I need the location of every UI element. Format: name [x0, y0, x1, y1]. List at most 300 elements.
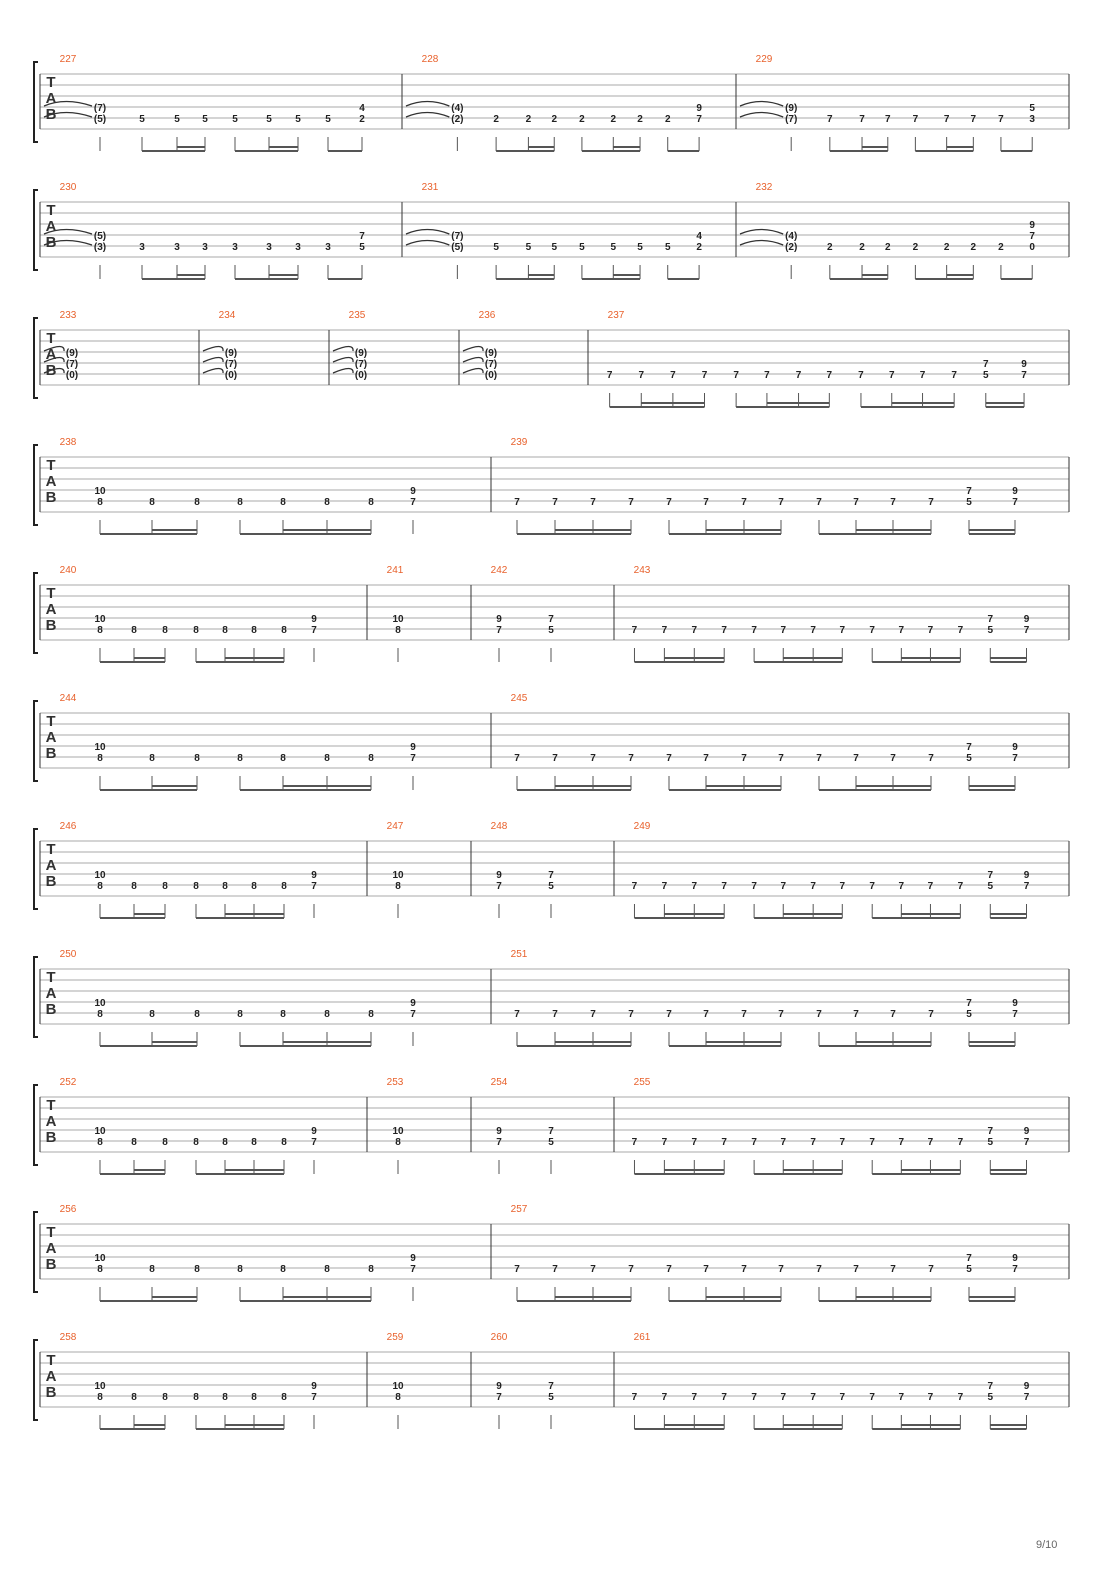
- fret-number: 8: [97, 753, 103, 764]
- fret-number: 9: [410, 998, 416, 1009]
- fret-number: 9: [496, 1381, 502, 1392]
- measure: [387, 565, 404, 662]
- fret-number: 7: [810, 1137, 816, 1148]
- tab-clef-letter: T: [46, 74, 56, 91]
- fret-number: 8: [193, 1392, 199, 1403]
- measure-number: 234: [218, 310, 236, 321]
- fret-number: 7: [631, 881, 638, 892]
- fret-number: 7: [987, 1381, 994, 1392]
- measure-number: 237: [607, 310, 625, 321]
- fret-number: 7: [816, 753, 822, 764]
- fret-number: 2: [912, 242, 919, 253]
- fret-number: 7: [890, 1009, 896, 1020]
- measure: [44, 54, 365, 151]
- fret-number: 7: [869, 881, 875, 892]
- fret-number: 7: [628, 1009, 634, 1020]
- fret-number: 7: [869, 1137, 875, 1148]
- measure-number: 228: [421, 54, 439, 65]
- fret-number: 9: [410, 742, 416, 753]
- fret-number: 3: [202, 242, 208, 253]
- fret-number: (0): [484, 370, 498, 381]
- measure: [511, 437, 1019, 534]
- fret-number: 9: [1023, 614, 1030, 625]
- fret-number: 7: [816, 1009, 822, 1020]
- fret-number: 9: [410, 486, 416, 497]
- fret-number: 8: [222, 1392, 228, 1403]
- measure-number: 255: [633, 1077, 651, 1088]
- fret-number: 8: [131, 625, 137, 636]
- measure-number: 236: [478, 310, 496, 321]
- fret-number: 8: [237, 1009, 243, 1020]
- fret-number: 7: [957, 881, 964, 892]
- fret-number: 9: [496, 614, 502, 625]
- fret-number: 7: [966, 742, 972, 753]
- fret-number: 8: [251, 625, 257, 636]
- fret-number: 7: [890, 753, 896, 764]
- fret-number: 9: [311, 870, 317, 881]
- fret-number: 9: [1012, 998, 1018, 1009]
- fret-number: 2: [579, 114, 585, 125]
- tab-clef-letter: A: [45, 346, 57, 363]
- measure-number: 259: [386, 1332, 404, 1343]
- tab-clef-letter: B: [45, 362, 57, 379]
- fret-number: 7: [590, 1009, 596, 1020]
- tab-clef-letter: B: [45, 745, 57, 762]
- fret-number: 7: [552, 497, 558, 508]
- tab-clef-letter: B: [45, 1001, 57, 1018]
- fret-number: (0): [65, 370, 79, 381]
- fret-number: (7): [224, 359, 238, 370]
- fret-number: 7: [661, 1137, 668, 1148]
- system-bracket: [34, 1085, 38, 1165]
- fret-number: 7: [1012, 753, 1018, 764]
- fret-number: 7: [590, 497, 596, 508]
- tab-clef-letter: T: [46, 841, 56, 858]
- tab-clef-letter: A: [45, 1113, 57, 1130]
- system-bracket: [34, 318, 38, 398]
- fret-number: 7: [606, 370, 613, 381]
- fret-number: 10: [392, 1381, 404, 1392]
- measure-number: 247: [386, 821, 404, 832]
- fret-number: 7: [928, 1009, 934, 1020]
- fret-number: (7): [484, 359, 498, 370]
- fret-number: 7: [751, 625, 757, 636]
- fret-number: 7: [927, 1137, 934, 1148]
- fret-number: 7: [496, 1392, 502, 1403]
- fret-number: 8: [280, 1264, 286, 1275]
- fret-number: 7: [1012, 1264, 1018, 1275]
- tab-clef-letter: T: [46, 713, 56, 730]
- fret-number: 7: [778, 1009, 784, 1020]
- measure: [60, 437, 417, 534]
- fret-number: 9: [311, 1126, 317, 1137]
- tab-system: [34, 1204, 1069, 1301]
- fret-number: 7: [912, 114, 919, 125]
- fret-number: 8: [281, 1137, 287, 1148]
- fret-number: 8: [131, 1392, 137, 1403]
- tab-system: [34, 1332, 1069, 1429]
- fret-number: 2: [827, 242, 833, 253]
- fret-number: 9: [311, 614, 317, 625]
- fret-number: 10: [94, 614, 106, 625]
- measure: [60, 1332, 318, 1429]
- tab-clef-letter: T: [46, 1097, 56, 1114]
- fret-number: 7: [496, 881, 502, 892]
- fret-number: (2): [451, 114, 464, 125]
- fret-number: 7: [552, 1009, 558, 1020]
- fret-number: 5: [359, 242, 365, 253]
- fret-number: 5: [987, 625, 994, 636]
- measure-number: 245: [510, 693, 528, 704]
- tab-clef-letter: A: [45, 218, 57, 235]
- tab-clef-letter: B: [45, 489, 57, 506]
- fret-number: 10: [94, 486, 106, 497]
- measure: [387, 1077, 404, 1174]
- tab-clef-letter: T: [46, 969, 56, 986]
- fret-number: 7: [826, 370, 833, 381]
- fret-number: 8: [222, 881, 228, 892]
- fret-number: (9): [484, 348, 498, 359]
- tab-clef-letter: A: [45, 1240, 57, 1257]
- fret-number: (0): [224, 370, 238, 381]
- measure: [60, 1204, 417, 1301]
- fret-number: 7: [778, 1264, 784, 1275]
- fret-number: 5: [966, 1009, 972, 1020]
- fret-number: 8: [194, 1009, 200, 1020]
- fret-number: 7: [859, 114, 865, 125]
- fret-number: 8: [395, 881, 401, 892]
- fret-number: 8: [162, 625, 168, 636]
- measure: [632, 1077, 1030, 1174]
- measure: [511, 949, 1019, 1046]
- fret-number: 7: [827, 114, 833, 125]
- fret-number: 5: [295, 114, 301, 125]
- fret-number: 7: [703, 497, 709, 508]
- fret-number: 10: [94, 1253, 106, 1264]
- tab-clef-letter: B: [45, 617, 57, 634]
- fret-number: 8: [280, 497, 286, 508]
- fret-number: 7: [628, 497, 634, 508]
- fret-number: 7: [778, 497, 784, 508]
- fret-number: 5: [548, 881, 554, 892]
- fret-number: 5: [493, 242, 499, 253]
- measure-number: 233: [59, 310, 77, 321]
- measure-number: 240: [59, 565, 77, 576]
- fret-number: 3: [1029, 114, 1035, 125]
- fret-number: 7: [780, 625, 787, 636]
- fret-number: 0: [1029, 242, 1035, 253]
- fret-number: 7: [764, 370, 770, 381]
- fret-number: (2): [785, 242, 798, 253]
- fret-number: 7: [957, 1392, 964, 1403]
- system-bracket: [34, 190, 38, 270]
- fret-number: 3: [174, 242, 180, 253]
- tab-system: [34, 182, 1069, 279]
- fret-number: 7: [670, 370, 676, 381]
- fret-number: 7: [691, 1137, 698, 1148]
- system-bracket: [34, 1212, 38, 1292]
- fret-number: 8: [237, 753, 243, 764]
- fret-number: 7: [661, 881, 668, 892]
- fret-number: 10: [94, 1126, 106, 1137]
- fret-number: (5): [93, 114, 107, 125]
- measure: [60, 693, 417, 790]
- fret-number: 7: [810, 881, 816, 892]
- measure-number: 235: [348, 310, 366, 321]
- fret-number: 5: [139, 114, 145, 125]
- fret-number: 7: [311, 881, 317, 892]
- fret-number: 8: [222, 625, 228, 636]
- fret-number: 7: [751, 881, 757, 892]
- tab-clef-letter: A: [45, 729, 57, 746]
- measure: [387, 821, 404, 918]
- tie-arc: [740, 113, 783, 118]
- tie-arc: [406, 230, 449, 235]
- fret-number: 10: [94, 998, 106, 1009]
- fret-number: 7: [885, 114, 891, 125]
- measure-number: 231: [421, 182, 439, 193]
- fret-number: 8: [97, 1137, 103, 1148]
- measure: [387, 1332, 404, 1429]
- measure-number: 253: [386, 1077, 404, 1088]
- measure-number: 246: [59, 821, 77, 832]
- fret-number: 8: [368, 753, 374, 764]
- fret-number: 7: [928, 753, 934, 764]
- system-bracket: [34, 957, 38, 1037]
- fret-number: 7: [853, 497, 859, 508]
- fret-number: 8: [97, 625, 103, 636]
- tab-clef-letter: T: [46, 330, 56, 347]
- fret-number: 7: [721, 1392, 727, 1403]
- fret-number: 9: [1023, 870, 1030, 881]
- fret-number: 7: [816, 1264, 822, 1275]
- fret-number: 5: [987, 1392, 994, 1403]
- fret-number: 9: [496, 870, 502, 881]
- fret-number: 7: [691, 1392, 698, 1403]
- fret-number: (0): [354, 370, 368, 381]
- measure-number: 244: [59, 693, 77, 704]
- fret-number: 10: [94, 742, 106, 753]
- fret-number: 7: [966, 1253, 972, 1264]
- fret-number: 9: [496, 1126, 502, 1137]
- tie-arc: [406, 113, 449, 118]
- fret-number: 9: [311, 1381, 317, 1392]
- fret-number: 9: [696, 103, 702, 114]
- tab-system: [34, 821, 1069, 918]
- fret-number: 7: [983, 359, 989, 370]
- measure-number: 238: [59, 437, 77, 448]
- fret-number: 7: [928, 1264, 934, 1275]
- fret-number: 7: [839, 625, 846, 636]
- fret-number: 7: [359, 231, 365, 242]
- fret-number: 8: [324, 497, 330, 508]
- measure: [463, 310, 497, 381]
- measure: [203, 310, 237, 381]
- fret-number: 7: [666, 1264, 672, 1275]
- fret-number: 8: [97, 881, 103, 892]
- fret-number: 7: [514, 753, 520, 764]
- measure: [491, 1077, 555, 1174]
- tab-clef-letter: A: [45, 473, 57, 490]
- fret-number: 10: [392, 614, 404, 625]
- tab-clef-letter: A: [45, 90, 57, 107]
- fret-number: 7: [548, 1381, 554, 1392]
- fret-number: 8: [222, 1137, 228, 1148]
- measure: [333, 310, 367, 381]
- fret-number: 7: [927, 1392, 934, 1403]
- fret-number: 7: [898, 881, 905, 892]
- tie-arc: [203, 369, 223, 374]
- fret-number: 7: [703, 753, 709, 764]
- fret-number: 9: [1023, 1381, 1030, 1392]
- fret-number: 7: [548, 614, 554, 625]
- fret-number: 7: [928, 497, 934, 508]
- fret-number: 8: [97, 1264, 103, 1275]
- fret-number: 7: [927, 625, 934, 636]
- fret-number: 7: [703, 1009, 709, 1020]
- measure-number: 250: [59, 949, 77, 960]
- fret-number: 5: [610, 242, 617, 253]
- page-number: 9/10: [1036, 1539, 1058, 1551]
- fret-number: 7: [853, 1009, 859, 1020]
- fret-number: 7: [780, 1137, 787, 1148]
- measure-number: 251: [510, 949, 528, 960]
- tie-arc: [203, 347, 223, 352]
- tab-clef-letter: B: [45, 106, 57, 123]
- measure: [60, 1077, 318, 1174]
- fret-number: 7: [741, 497, 747, 508]
- measure-number: 239: [510, 437, 528, 448]
- fret-number: 3: [325, 242, 331, 253]
- fret-number: 7: [816, 497, 822, 508]
- fret-number: 8: [162, 1392, 168, 1403]
- fret-number: 8: [368, 1264, 374, 1275]
- fret-number: 7: [696, 114, 702, 125]
- fret-number: 7: [1023, 625, 1030, 636]
- fret-number: 9: [1023, 1126, 1030, 1137]
- fret-number: (9): [65, 348, 79, 359]
- measure-number: 230: [59, 182, 77, 193]
- fret-number: 5: [525, 242, 532, 253]
- fret-number: 7: [1021, 370, 1027, 381]
- fret-number: 3: [139, 242, 145, 253]
- measure-number: 257: [510, 1204, 528, 1215]
- fret-number: 8: [162, 1137, 168, 1148]
- fret-number: 5: [325, 114, 331, 125]
- fret-number: 7: [869, 1392, 875, 1403]
- measure: [740, 182, 1035, 279]
- tab-clef-letter: A: [45, 601, 57, 618]
- fret-number: 5: [548, 625, 554, 636]
- fret-number: 5: [637, 242, 643, 253]
- fret-number: 7: [552, 753, 558, 764]
- fret-number: 5: [966, 753, 972, 764]
- fret-number: 7: [898, 625, 905, 636]
- fret-number: 7: [1023, 1392, 1030, 1403]
- fret-number: 5: [579, 242, 585, 253]
- system-bracket: [34, 445, 38, 525]
- fret-number: 8: [280, 753, 286, 764]
- tab-clef-letter: T: [46, 585, 56, 602]
- fret-number: 7: [410, 1009, 416, 1020]
- measure: [406, 182, 702, 279]
- fret-number: 8: [193, 1137, 199, 1148]
- tab-system: [34, 693, 1069, 790]
- fret-number: 7: [970, 114, 977, 125]
- fret-number: 5: [232, 114, 238, 125]
- fret-number: 8: [97, 497, 103, 508]
- fret-number: 8: [149, 1009, 155, 1020]
- fret-number: 7: [590, 1264, 596, 1275]
- fret-number: 8: [281, 881, 287, 892]
- measure: [406, 54, 702, 151]
- fret-number: 9: [1012, 742, 1018, 753]
- fret-number: 4: [359, 103, 365, 114]
- fret-number: (7): [93, 103, 107, 114]
- fret-number: 8: [162, 881, 168, 892]
- fret-number: 7: [590, 753, 596, 764]
- fret-number: 7: [987, 614, 994, 625]
- measure-number: 243: [633, 565, 651, 576]
- fret-number: 8: [395, 1392, 401, 1403]
- fret-number: 7: [898, 1392, 905, 1403]
- measure: [740, 54, 1035, 151]
- measure-number: 229: [755, 54, 773, 65]
- fret-number: 8: [131, 1137, 137, 1148]
- fret-number: 8: [368, 497, 374, 508]
- fret-number: 7: [661, 1392, 668, 1403]
- fret-number: 7: [691, 881, 698, 892]
- tab-clef-letter: T: [46, 202, 56, 219]
- fret-number: (3): [93, 242, 107, 253]
- tie-arc: [406, 102, 449, 107]
- fret-number: 5: [548, 1137, 554, 1148]
- measure: [632, 1332, 1030, 1429]
- fret-number: 8: [194, 497, 200, 508]
- fret-number: 8: [193, 881, 199, 892]
- fret-number: 5: [548, 1392, 554, 1403]
- fret-number: 2: [525, 114, 532, 125]
- measure-number: 260: [490, 1332, 508, 1343]
- fret-number: 9: [410, 1253, 416, 1264]
- fret-number: 7: [721, 881, 727, 892]
- fret-number: 7: [311, 1137, 317, 1148]
- fret-number: 7: [703, 1264, 709, 1275]
- fret-number: 7: [987, 1126, 994, 1137]
- fret-number: 7: [919, 370, 926, 381]
- fret-number: 8: [280, 1009, 286, 1020]
- measure: [491, 821, 555, 918]
- fret-number: 7: [751, 1392, 757, 1403]
- fret-number: 8: [324, 1264, 330, 1275]
- measure-number: 242: [490, 565, 508, 576]
- fret-number: 9: [1021, 359, 1027, 370]
- system-bracket: [34, 829, 38, 909]
- fret-number: 2: [637, 114, 643, 125]
- fret-number: 5: [664, 242, 671, 253]
- measure-number: 261: [633, 1332, 651, 1343]
- tie-arc: [333, 347, 353, 352]
- fret-number: 8: [281, 1392, 287, 1403]
- fret-number: 9: [1012, 486, 1018, 497]
- fret-number: 7: [869, 625, 875, 636]
- measure-number: 227: [59, 54, 77, 65]
- fret-number: 7: [741, 1009, 747, 1020]
- fret-number: 7: [514, 497, 520, 508]
- fret-number: 7: [890, 497, 896, 508]
- measure: [44, 182, 365, 279]
- fret-number: 3: [232, 242, 238, 253]
